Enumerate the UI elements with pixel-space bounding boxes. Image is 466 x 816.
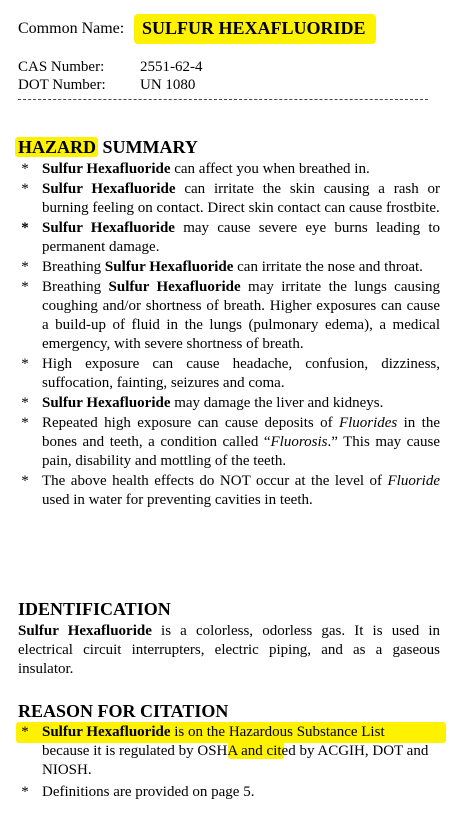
identifier-block [18, 58, 318, 94]
dot-number-label: DOT Number: [18, 77, 106, 93]
list-item: * Sulfur Hexafluoride can irritate the skin causing a rash or burning feeling on contact. Direct skin contact can cause frostbite. [21, 181, 440, 216]
list-item: * The above health effects do NOT occur at the level of Fluoride used in water for preventing cavities in teeth. [21, 473, 440, 508]
reason-list [18, 723, 440, 802]
identification-paragraph: Sulfur Hexafluoride is a colorless, odorless gas. It is used in electrical circuit interrupters, electric piping, and as a gaseous insulator. [18, 623, 441, 677]
reason-for-citation-heading: REASON FOR CITATION [18, 701, 229, 721]
dot-number-value: UN 1080 [140, 77, 196, 93]
common-name-row [18, 14, 448, 44]
list-item: * Repeated high exposure can cause deposits of Fluorides in the bones and teeth, a condition called “Fluorosis.” This may cause pain, disability and mottling of the teeth. [21, 415, 440, 469]
dashed-divider [18, 99, 428, 100]
list-item: * Definitions are provided on page 5. [21, 784, 255, 800]
common-name-value: SULFUR HEXAFLUORIDE [134, 14, 376, 44]
list-item: * Breathing Sulfur Hexafluoride may irritate the lungs causing coughing and/or shortness of breath. Higher exposures can cause a build-up of fluid in the lungs (pulmonary edema), a medical emergency, with severe shortness of breath. [21, 279, 441, 352]
list-item: * Sulfur Hexafluoride is on the Hazardous Substance List because it is regulated by OSHA and cited by ACGIH, DOT and NIOSH. [21, 724, 429, 778]
identification-heading: IDENTIFICATION [18, 599, 171, 619]
summary-word: SUMMARY [98, 137, 198, 157]
hazard-summary-heading [18, 136, 198, 158]
hazard-highlight: HAZARD [15, 137, 98, 157]
list-item: * High exposure can cause headache, confusion, dizziness, suffocation, fainting, seizures and coma. [21, 356, 440, 391]
hazard-summary-list [18, 160, 440, 510]
common-name-label: Common Name: [18, 20, 125, 37]
list-item: * Sulfur Hexafluoride may damage the liver and kidneys. [21, 395, 384, 411]
cas-number-value: 2551-62-4 [140, 59, 203, 75]
list-item: * Breathing Sulfur Hexafluoride can irritate the nose and throat. [21, 259, 423, 275]
list-item: * Sulfur Hexafluoride can affect you when breathed in. [21, 161, 370, 177]
cas-number-label: CAS Number: [18, 59, 105, 75]
list-item: * Sulfur Hexafluoride may cause severe eye burns leading to permanent damage. [21, 220, 440, 255]
